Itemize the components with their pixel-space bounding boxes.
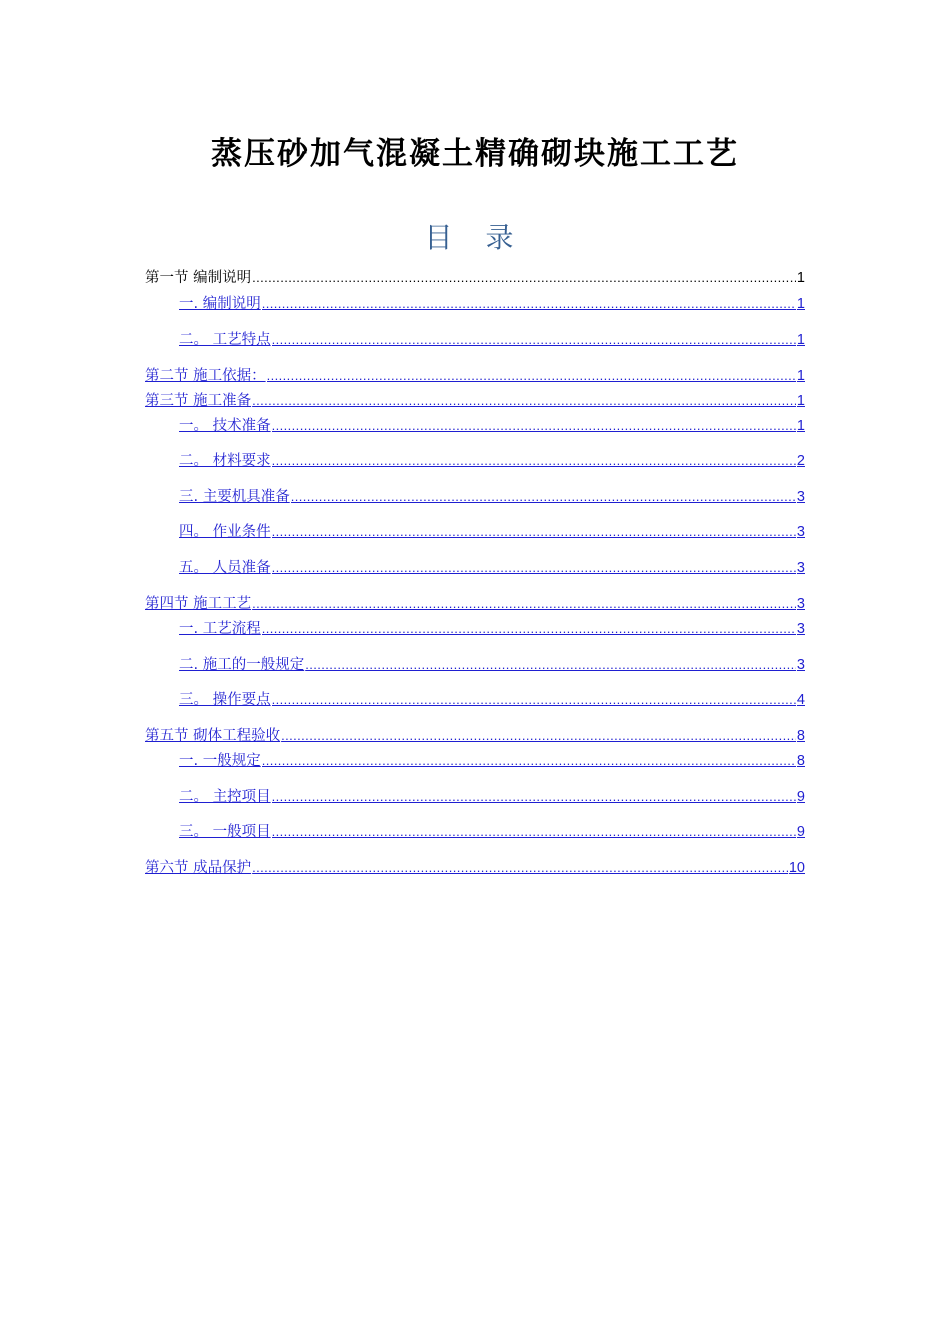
toc-entry-section-6[interactable] bbox=[145, 858, 805, 878]
toc-entry-label: 一。 技术准备 bbox=[179, 418, 271, 434]
toc-entry-page: 8 bbox=[796, 728, 805, 744]
toc-entry-label: 第六节 成品保护 bbox=[145, 860, 252, 876]
toc-entry-label: 二. 施工的一般规定 bbox=[179, 657, 305, 673]
document-title: 蒸压砂加气混凝土精确砌块施工工艺 bbox=[211, 136, 739, 172]
toc-heading: 目 录 bbox=[424, 221, 526, 254]
toc-leader-dots bbox=[272, 522, 796, 542]
toc-leader-dots bbox=[272, 330, 796, 350]
toc-entry-page: 3 bbox=[796, 560, 805, 576]
toc-entry-5-1[interactable] bbox=[179, 751, 805, 771]
toc-leader-dots bbox=[252, 594, 796, 614]
toc-entry-page: 8 bbox=[796, 753, 805, 769]
toc-entry-section-3[interactable] bbox=[145, 391, 805, 411]
toc-entry-label: 三。 操作要点 bbox=[179, 692, 271, 708]
toc-entry-section-2[interactable] bbox=[145, 366, 805, 386]
toc-entry-page: 4 bbox=[796, 692, 805, 708]
toc-entry-label: 一. 编制说明 bbox=[179, 296, 261, 312]
toc-entry-page: 3 bbox=[796, 489, 805, 505]
toc-entry-page: 3 bbox=[796, 524, 805, 540]
toc-entry-label: 第一节 编制说明 bbox=[145, 270, 252, 286]
toc-leader-dots bbox=[272, 451, 796, 471]
toc-entry-4-3[interactable] bbox=[179, 690, 805, 710]
toc-entry-label: 二。 工艺特点 bbox=[179, 332, 271, 348]
toc-entry-page: 3 bbox=[796, 621, 805, 637]
toc-entry-page: 10 bbox=[788, 860, 805, 876]
toc-entry-3-2[interactable] bbox=[179, 451, 805, 471]
toc-leader-dots bbox=[252, 268, 796, 288]
toc-entry-1-2[interactable] bbox=[179, 330, 805, 350]
toc-entry-page: 1 bbox=[796, 393, 805, 409]
toc-leader-dots bbox=[272, 787, 796, 807]
toc-entry-page: 1 bbox=[796, 418, 805, 434]
toc-leader-dots bbox=[262, 294, 796, 314]
toc-entry-label: 一. 一般规定 bbox=[179, 753, 261, 769]
toc-leader-dots bbox=[262, 619, 796, 639]
toc-leader-dots bbox=[272, 558, 796, 578]
toc-entry-label: 三. 主要机具准备 bbox=[179, 489, 290, 505]
toc-entry-label: 一. 工艺流程 bbox=[179, 621, 261, 637]
toc-leader-dots bbox=[281, 726, 796, 746]
toc-leader-dots bbox=[305, 655, 796, 675]
toc-entry-4-2[interactable] bbox=[179, 655, 805, 675]
toc-leader-dots bbox=[267, 366, 796, 386]
toc-entry-page: 3 bbox=[796, 596, 805, 612]
toc-entry-label: 四。 作业条件 bbox=[179, 524, 271, 540]
toc-entry-section-4[interactable] bbox=[145, 594, 805, 614]
toc-entry-label: 第四节 施工工艺 bbox=[145, 596, 252, 612]
toc-entry-page: 3 bbox=[796, 657, 805, 673]
toc-entry-label: 第三节 施工准备 bbox=[145, 393, 252, 409]
toc-entry-4-1[interactable] bbox=[179, 619, 805, 639]
toc-entry-5-3[interactable] bbox=[179, 822, 805, 842]
toc-entry-1-1[interactable] bbox=[179, 294, 805, 314]
toc-entry-label: 二。 材料要求 bbox=[179, 453, 271, 469]
toc-leader-dots bbox=[291, 487, 796, 507]
toc-entry-section-5[interactable] bbox=[145, 726, 805, 746]
toc-leader-dots bbox=[252, 391, 796, 411]
toc-entry-page: 1 bbox=[796, 270, 805, 286]
toc-leader-dots bbox=[262, 751, 796, 771]
toc-entry-page: 1 bbox=[796, 332, 805, 348]
toc-entry-label: 五。 人员准备 bbox=[179, 560, 271, 576]
toc-leader-dots bbox=[252, 858, 788, 878]
toc-entry-page: 9 bbox=[796, 789, 805, 805]
toc-entry-3-3[interactable] bbox=[179, 487, 805, 507]
toc-leader-dots bbox=[272, 690, 796, 710]
toc-entry-label: 二。 主控项目 bbox=[179, 789, 271, 805]
toc-leader-dots bbox=[272, 416, 796, 436]
toc-entry-label: 第二节 施工依据： bbox=[145, 368, 266, 384]
toc-leader-dots bbox=[272, 822, 796, 842]
toc-entry-section-1[interactable] bbox=[145, 268, 805, 288]
toc-entry-3-1[interactable] bbox=[179, 416, 805, 436]
toc-entry-5-2[interactable] bbox=[179, 787, 805, 807]
toc-entry-label: 三。 一般项目 bbox=[179, 824, 271, 840]
toc-entry-page: 9 bbox=[796, 824, 805, 840]
toc-entry-3-4[interactable] bbox=[179, 522, 805, 542]
toc-entry-label: 第五节 砌体工程验收 bbox=[145, 728, 281, 744]
toc-entry-page: 2 bbox=[796, 453, 805, 469]
toc-entry-page: 1 bbox=[796, 296, 805, 312]
toc-entry-page: 1 bbox=[796, 368, 805, 384]
toc-entry-3-5[interactable] bbox=[179, 558, 805, 578]
